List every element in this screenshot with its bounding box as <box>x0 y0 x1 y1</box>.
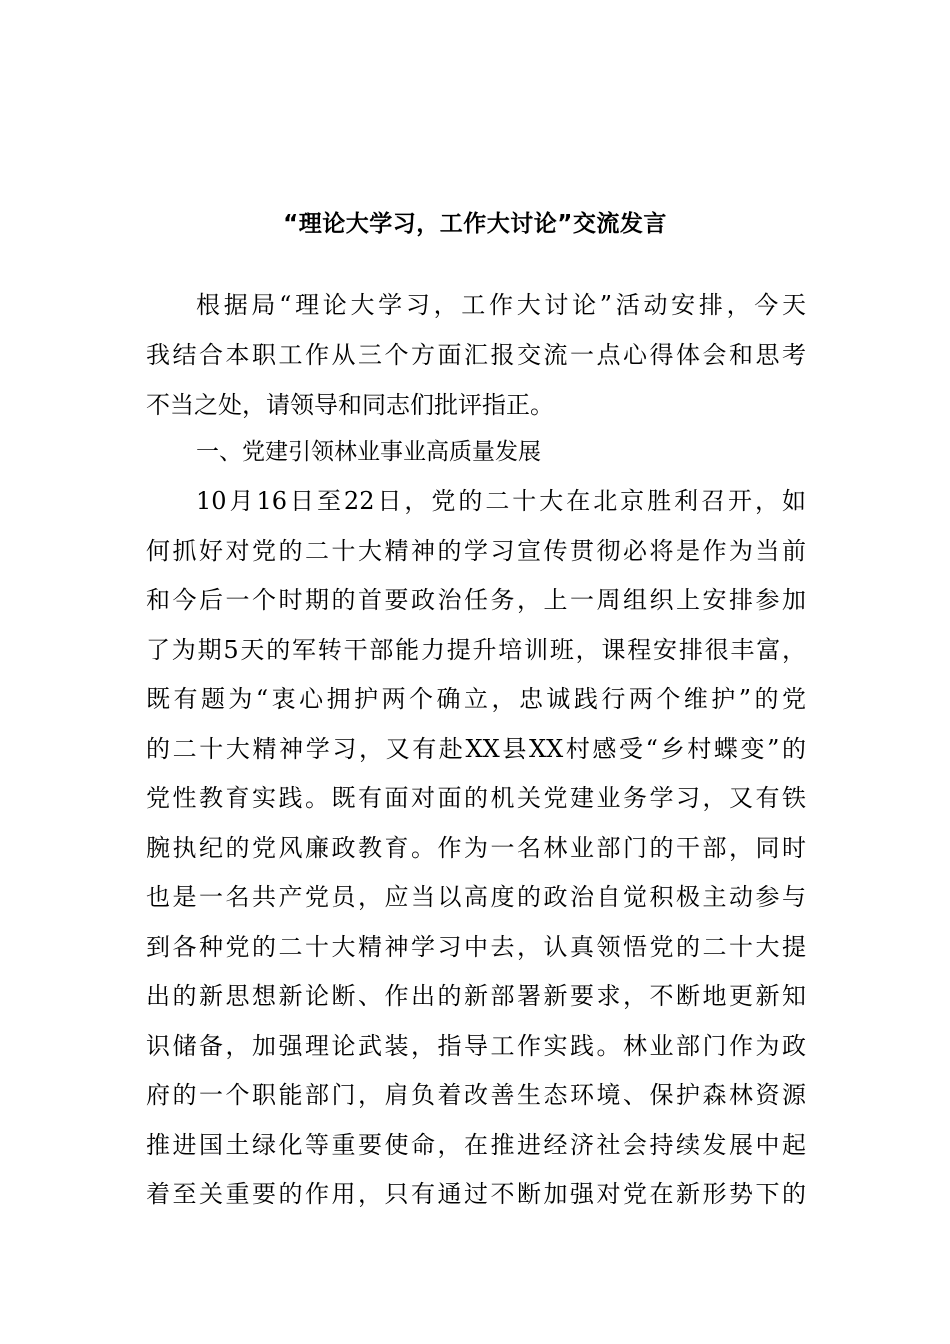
intro-line: 不当之处，请领导和同志们批评指正。 <box>146 391 554 419</box>
body-line: 腕执纪的党风廉政教育。作为一名林业部门的干部，同时 <box>146 834 806 862</box>
document-title: “理论大学习，工作大讨论”交流发言 <box>283 211 667 237</box>
body-line: 了为期5天的军转干部能力提升培训班，课程安排很丰富， <box>146 636 806 664</box>
intro-line: 我结合本职工作从三个方面汇报交流一点心得体会和思考 <box>146 341 806 369</box>
body-line: 推进国土绿化等重要使命，在推进经济社会持续发展中起 <box>146 1131 806 1159</box>
section-heading: 一、党建引领林业事业高质量发展 <box>196 439 541 465</box>
body-line: 10月16日至22日，党的二十大在北京胜利召开，如 <box>196 487 806 515</box>
body-line: 识储备，加强理论武装，指导工作实践。林业部门作为政 <box>146 1032 806 1060</box>
body-line: 何抓好对党的二十大精神的学习宣传贯彻必将是作为当前 <box>146 537 806 565</box>
body-line: 党性教育实践。既有面对面的机关党建业务学习，又有铁 <box>146 784 806 812</box>
body-line: 出的新思想新论断、作出的新部署新要求，不断地更新知 <box>146 982 806 1010</box>
body-line: 府的一个职能部门，肩负着改善生态环境、保护森林资源 <box>146 1081 806 1109</box>
body-line: 既有题为“衷心拥护两个确立，忠诚践行两个维护”的党 <box>146 685 806 713</box>
intro-line: 根据局“理论大学习，工作大讨论”活动安排，今天 <box>196 291 806 319</box>
body-line: 和今后一个时期的首要政治任务，上一周组织上安排参加 <box>146 586 806 614</box>
body-line: 着至关重要的作用，只有通过不断加强对党在新形势下的 <box>146 1180 806 1208</box>
body-line: 的二十大精神学习，又有赴XX县XX村感受“乡村蝶变”的 <box>146 735 806 763</box>
body-line: 也是一名共产党员，应当以高度的政治自觉积极主动参与 <box>146 883 806 911</box>
body-line: 到各种党的二十大精神学习中去，认真领悟党的二十大提 <box>146 933 806 961</box>
